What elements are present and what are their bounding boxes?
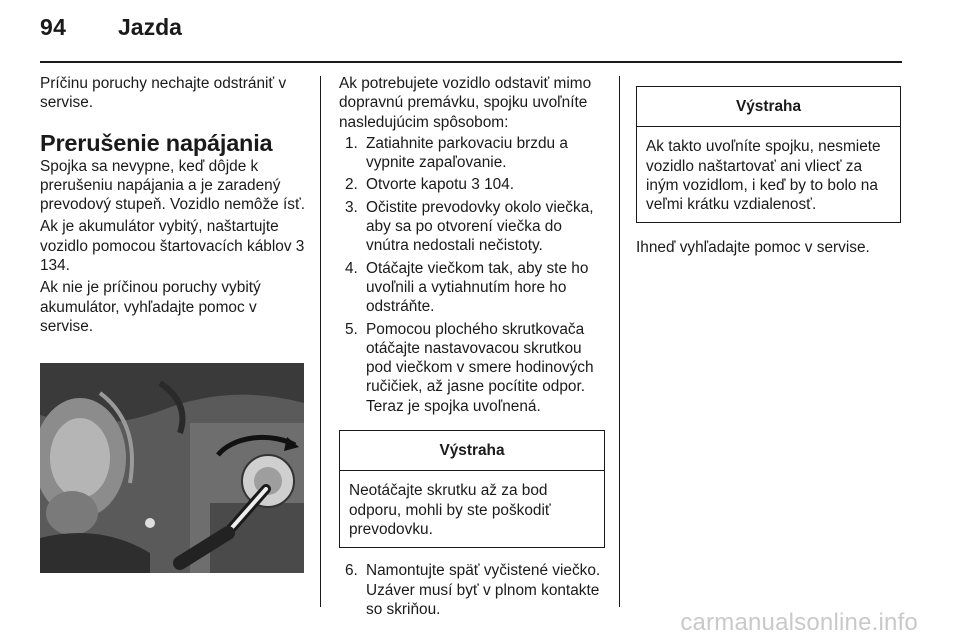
page-ref-link[interactable]: 134. xyxy=(40,257,70,275)
warning-title: Výstraha xyxy=(637,87,900,127)
step-text: Otvorte kapotu xyxy=(366,176,472,194)
step-text: Zatiahnite parkovaciu brzdu a vypnite zapaľovanie. xyxy=(366,134,568,172)
step-number: 6. xyxy=(345,562,358,580)
step-item xyxy=(339,259,605,317)
release-intro: Ak potrebujete vozidlo odstaviť mimo dopravnú premávku, spojku uvoľníte nasledujúcim spôsobom: xyxy=(339,75,592,131)
step-item xyxy=(339,320,605,416)
release-steps xyxy=(339,134,605,416)
paragraph-power-loss: Spojka sa nevypne, keď dôjde k prerušeniu napájania a je zaradený prevodový stupeň. Vozidlo nemôže ísť. xyxy=(40,157,305,214)
intro-paragraph: Príčinu poruchy nechajte odstrániť v servise. xyxy=(40,75,287,112)
header-rule xyxy=(40,61,902,63)
step-text: Namontujte späť vyčistené viečko. Uzáver musí byť v plnom kontakte so skriňou. xyxy=(366,562,601,618)
page-ref-icon: 3 xyxy=(471,176,480,194)
page-number: 94 xyxy=(40,14,67,40)
warning-title: Výstraha xyxy=(340,431,604,471)
paragraph-service: Ak nie je príčinou poruchy vybitý akumulátor, vyhľadajte pomoc v servise. xyxy=(40,279,261,335)
watermark: carmanualsonline.info xyxy=(680,609,918,636)
step-number: 1. xyxy=(345,134,358,152)
release-steps-continued xyxy=(339,561,605,619)
service-notice: Ihneď vyhľadajte pomoc v servise. xyxy=(636,239,870,257)
column-right xyxy=(636,86,899,258)
page-ref-link[interactable]: 104. xyxy=(484,176,515,194)
step-number: 2. xyxy=(345,176,358,194)
warning-text: Neotáčajte skrutku až za bod odporu, mohli by ste poškodiť prevodovku. xyxy=(349,482,551,538)
column-middle xyxy=(339,74,605,622)
column-divider-2 xyxy=(619,76,620,607)
step-item xyxy=(339,134,605,173)
step-item xyxy=(339,198,605,256)
engine-illustration xyxy=(40,363,304,573)
warning-text: Ak takto uvoľníte spojku, nesmiete vozidlo naštartovať ani vliecť za iným vozidlom, i keď by to bolo na veľmi krátku vzdialenosť. xyxy=(646,138,881,214)
step-number: 3. xyxy=(345,198,358,216)
section-heading: Prerušenie napájania xyxy=(40,129,273,156)
paragraph-battery-text: Ak je akumulátor vybitý, naštartujte vozidlo pomocou štartovacích káblov xyxy=(40,218,296,255)
step-item xyxy=(339,561,605,619)
step-text: Otáčajte viečkom tak, aby ste ho uvoľnili a vytiahnutím hore ho odstráňte. xyxy=(366,259,589,316)
step-number: 4. xyxy=(345,259,358,277)
step-item xyxy=(339,175,605,194)
warning-box-towing xyxy=(636,86,901,223)
step-number: 5. xyxy=(345,320,358,338)
paragraph-battery xyxy=(40,217,310,275)
column-divider-1 xyxy=(320,76,321,607)
step-text: Očistite prevodovky okolo viečka, aby sa po otvorení viečka do vnútra nedostali nečistoty. xyxy=(366,198,594,255)
page-ref-icon: 3 xyxy=(295,237,305,255)
column-left xyxy=(40,74,310,336)
page-header-title: Jazda xyxy=(118,14,182,40)
warning-box-screw xyxy=(339,430,605,548)
step-text: Pomocou plochého skrutkovača otáčajte nastavovacou skrutkou pod viečkom v smere hodinových ručičiek, až jasne pocítite odpor. Teraz je spojka uvoľnená. xyxy=(366,320,594,415)
